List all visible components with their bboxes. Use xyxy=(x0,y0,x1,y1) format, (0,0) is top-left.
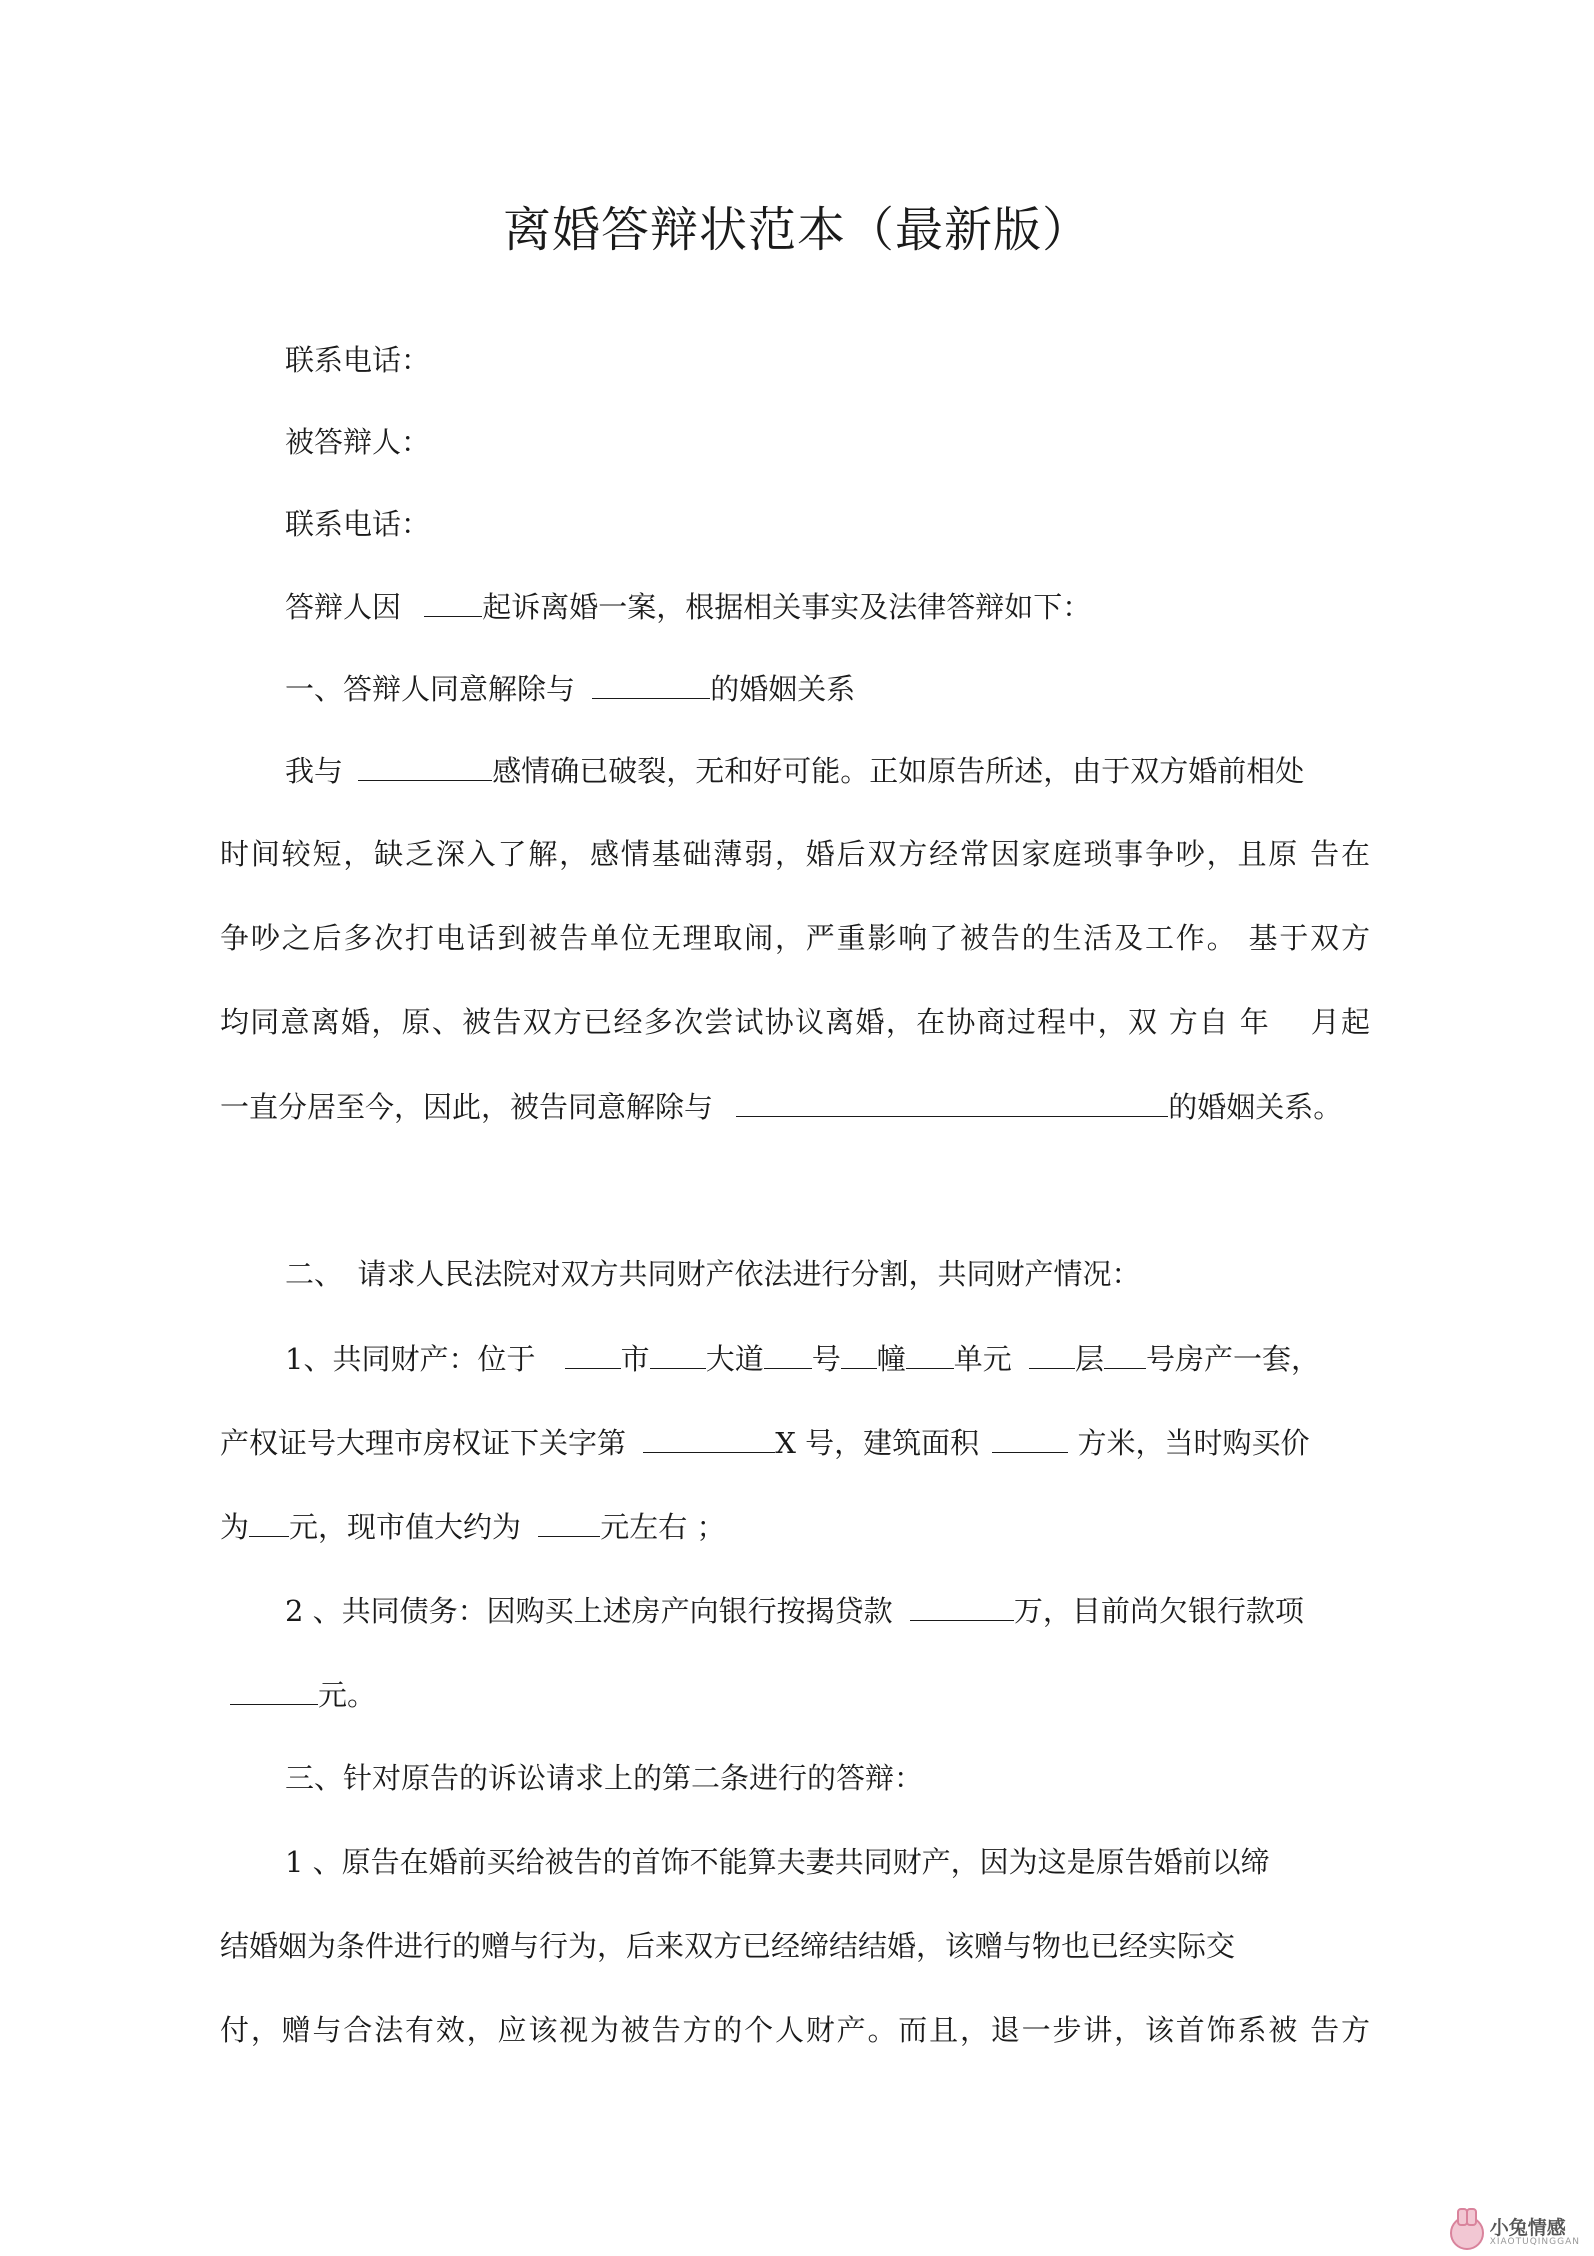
rebuttal-1-line-3: 付，赠与合法有效，应该视为被告方的个人财产。而且，退一步讲，该首饰系被 告方 xyxy=(220,2013,1370,2047)
section-3-heading: 三、针对原告的诉讼请求上的第二条进行的答辩： xyxy=(285,1761,924,1795)
blank-field xyxy=(906,1338,954,1369)
watermark-text xyxy=(1490,2219,1580,2247)
para-1-line-4: 均同意离婚，原、被告双方已经多次尝试协议离婚，在协商过程中，双 方自 年 月起 xyxy=(220,1005,1370,1039)
asset-1-line-1 xyxy=(285,1338,1320,1379)
blank-field xyxy=(538,1506,600,1537)
para-1-line-3: 争吵之后多次打电话到被告单位无理取闹，严重影响了被告的生活及工作。 基于双方 xyxy=(220,921,1370,955)
contact-phone-line-2 xyxy=(285,504,430,544)
para-1-line-1 xyxy=(285,750,1304,791)
contact-phone-label-2: 联系电话： xyxy=(285,507,431,541)
section-1-heading xyxy=(285,668,855,709)
blank-field xyxy=(592,668,710,699)
contact-phone-label-1: 联系电话： xyxy=(285,343,431,377)
blank-field xyxy=(736,1086,1168,1117)
rebuttal-1-line-2: 结婚姻为条件进行的赠与行为，后来双方已经缔结结婚，该赠与物也已经实际交 xyxy=(220,1929,1236,1963)
para-1-line-5-text-b: 的婚姻关系。 xyxy=(1168,1090,1343,1124)
asset-1-line-2-text-b: X 号，建筑面积 xyxy=(775,1426,989,1460)
debt-line-2-text: 元。 xyxy=(318,1678,377,1712)
para-1-text-a: 我与 xyxy=(285,754,353,788)
contact-phone-line-1 xyxy=(285,340,430,380)
section-1-text-b: 的婚姻关系 xyxy=(710,672,856,706)
asset-1-line-3-text-b: 元，现市值大约为 xyxy=(289,1510,531,1544)
asset-1-line-3-text-a: 为 xyxy=(220,1510,250,1544)
para-1-text-b: 感情确已破裂，无和好可能。正如原告所述，由于双方婚前相处 xyxy=(492,754,1305,788)
respondent-line xyxy=(285,422,430,462)
para-1-line-2: 时间较短，缺乏深入了解，感情基础薄弱，婚后双方经常因家庭琐事争吵，且原 告在 xyxy=(220,837,1370,871)
site-watermark xyxy=(1450,2216,1580,2250)
asset-1-text-b: 市 xyxy=(620,1342,650,1376)
respondent-label: 被答辩人： xyxy=(285,425,431,459)
asset-1-text-d: 号 xyxy=(811,1342,841,1376)
section-2-heading: 二、 请求人民法院对双方共同财产依法进行分割，共同财产情况： xyxy=(285,1257,1141,1291)
blank-field xyxy=(424,586,482,617)
asset-1-line-2-text-c: 方米，当时购买价 xyxy=(1068,1426,1310,1460)
asset-1-line-2 xyxy=(220,1422,1310,1463)
rebuttal-1-line-1: 1 、原告在婚前买给被告的首饰不能算夫妻共同财产，因为这是原告婚前以缔 xyxy=(285,1845,1270,1879)
blank-field xyxy=(249,1506,289,1537)
watermark-name: 小兔情感 xyxy=(1489,2217,1566,2239)
intro-text-a: 答辩人因 xyxy=(285,590,411,624)
blank-field xyxy=(230,1674,318,1705)
asset-1-text-g: 层 xyxy=(1074,1342,1104,1376)
debt-line-1 xyxy=(285,1590,1304,1631)
bunny-logo-icon xyxy=(1450,2216,1484,2250)
blank-field xyxy=(764,1338,812,1369)
debt-line-2 xyxy=(220,1674,376,1715)
blank-field xyxy=(841,1338,877,1369)
blank-field xyxy=(992,1422,1068,1453)
asset-1-line-3-text-c: 元左右 ； xyxy=(600,1510,726,1544)
blank-field xyxy=(910,1590,1014,1621)
asset-1-text-c: 大道 xyxy=(705,1342,764,1376)
para-1-line-5-text-a: 一直分居至今，因此，被告同意解除与 xyxy=(220,1090,723,1124)
watermark-domain: XIAOTUQINGGAN xyxy=(1489,2237,1580,2247)
section-1-text-a: 一、答辩人同意解除与 xyxy=(285,672,585,706)
debt-text-a: 2 、共同债务：因购买上述房产向银行按揭贷款 xyxy=(285,1594,902,1628)
debt-text-b: 万，目前尚欠银行款项 xyxy=(1013,1594,1304,1628)
blank-field xyxy=(358,750,492,781)
intro-line xyxy=(285,586,1091,627)
blank-field xyxy=(1104,1338,1146,1369)
asset-1-text-a: 1、共同财产：位于 xyxy=(285,1342,545,1376)
document-title: 离婚答辩状范本（最新版） xyxy=(502,202,1091,258)
asset-1-text-h: 号房产一套， xyxy=(1145,1342,1320,1376)
blank-field xyxy=(565,1338,621,1369)
asset-1-line-3 xyxy=(220,1506,725,1547)
blank-field xyxy=(650,1338,706,1369)
asset-1-line-2-text-a: 产权证号大理市房权证下关字第 xyxy=(220,1426,636,1460)
blank-field xyxy=(643,1422,775,1453)
intro-text-b: 起诉离婚一案，根据相关事实及法律答辩如下： xyxy=(482,590,1092,624)
asset-1-text-f: 单元 xyxy=(953,1342,1021,1376)
blank-field xyxy=(1029,1338,1075,1369)
asset-1-text-e: 幢 xyxy=(876,1342,906,1376)
para-1-line-5 xyxy=(220,1086,1342,1127)
